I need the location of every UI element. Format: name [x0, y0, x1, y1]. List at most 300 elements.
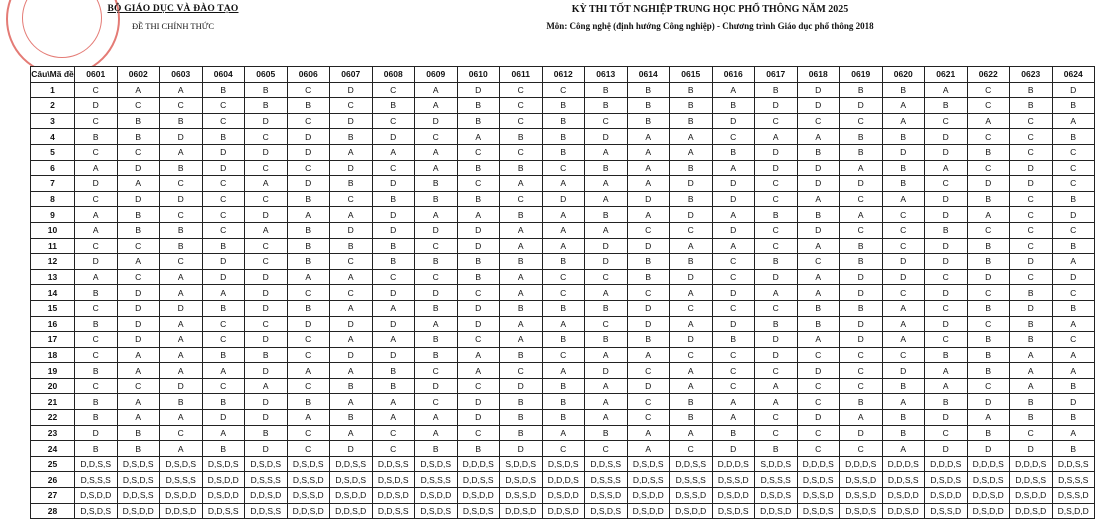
answer-cell: B	[202, 441, 245, 457]
answer-cell: B	[330, 129, 373, 145]
answer-cell: C	[245, 129, 288, 145]
answer-cell: C	[755, 113, 798, 129]
answer-cell: B	[797, 144, 840, 160]
answer-cell: A	[840, 207, 883, 223]
answer-cell: D	[245, 285, 288, 301]
answer-cell: D	[75, 254, 118, 270]
answer-cell: A	[372, 410, 415, 426]
answer-cell: D	[330, 441, 373, 457]
answer-cell: D	[967, 269, 1010, 285]
answer-cell: B	[967, 347, 1010, 363]
answer-cell: D	[1010, 300, 1053, 316]
answer-cell: B	[797, 207, 840, 223]
answer-cell: D	[627, 378, 670, 394]
answer-cell: D,S,D,S	[500, 472, 543, 488]
answer-cell: D,S,D,D	[1010, 488, 1053, 504]
answer-cell: B	[840, 254, 883, 270]
answer-cell: A	[542, 176, 585, 192]
answer-cell: D	[925, 316, 968, 332]
answer-cell: C	[287, 378, 330, 394]
answer-cell: C	[457, 144, 500, 160]
answer-cell: D	[925, 144, 968, 160]
answer-cell: C	[542, 285, 585, 301]
answer-cell: A	[500, 285, 543, 301]
answer-cell: B	[75, 410, 118, 426]
answer-cell: B	[372, 191, 415, 207]
answer-cell: D,S,D,D	[457, 488, 500, 504]
answer-cell: B	[287, 191, 330, 207]
answer-cell: D	[840, 269, 883, 285]
answer-cell: B	[1010, 332, 1053, 348]
answer-cell: D	[755, 269, 798, 285]
answer-cell: C	[415, 363, 458, 379]
answer-cell: C	[712, 129, 755, 145]
answer-cell: C	[627, 394, 670, 410]
answer-cell: A	[585, 222, 628, 238]
answer-cell: A	[160, 82, 203, 98]
answer-cell: D	[372, 285, 415, 301]
answer-cell: D	[245, 410, 288, 426]
answer-cell: A	[1010, 378, 1053, 394]
answer-cell: C	[1052, 332, 1095, 348]
answer-cell: A	[627, 129, 670, 145]
answer-cell: D	[712, 113, 755, 129]
answer-cell: A	[117, 82, 160, 98]
answer-cell: B	[160, 113, 203, 129]
answer-cell: D	[840, 98, 883, 114]
answer-cell: D,D,S,D	[882, 503, 925, 519]
answer-cell: C	[1010, 113, 1053, 129]
answer-cell: D	[755, 332, 798, 348]
answer-cell: A	[117, 176, 160, 192]
answer-cell: C	[1010, 269, 1053, 285]
answer-cell: C	[1010, 425, 1053, 441]
answer-cell: C	[75, 144, 118, 160]
answer-cell: B	[797, 300, 840, 316]
answer-cell: C	[330, 285, 373, 301]
answer-cell: D	[245, 113, 288, 129]
answer-cell: B	[287, 238, 330, 254]
answer-cell: D	[967, 394, 1010, 410]
answer-cell: A	[967, 410, 1010, 426]
answer-cell: B	[1010, 410, 1053, 426]
answer-cell: B	[840, 238, 883, 254]
answer-cell: A	[1052, 363, 1095, 379]
answer-cell: B	[330, 238, 373, 254]
answer-cell: A	[797, 332, 840, 348]
answer-cell: B	[755, 316, 798, 332]
answer-cell: D,S,D,S	[202, 456, 245, 472]
answer-cell: D	[372, 347, 415, 363]
question-number: 24	[31, 441, 75, 457]
answer-cell: S,D,D,S	[755, 456, 798, 472]
answer-cell: B	[415, 176, 458, 192]
answer-cell: B	[75, 316, 118, 332]
question-number: 19	[31, 363, 75, 379]
answer-cell: D,D,S,D	[245, 488, 288, 504]
answer-cell: D,S,D,S	[415, 503, 458, 519]
answer-cell: C	[925, 269, 968, 285]
answer-cell: D,S,D,S	[457, 503, 500, 519]
answer-cell: D	[797, 176, 840, 192]
table-row	[31, 160, 1095, 176]
answer-cell: C	[967, 285, 1010, 301]
answer-cell: A	[202, 425, 245, 441]
answer-cell: A	[840, 410, 883, 426]
answer-cell: B	[755, 441, 798, 457]
exam-code-header: 0613	[585, 67, 628, 83]
answer-cell: B	[840, 82, 883, 98]
answer-cell: D	[160, 300, 203, 316]
answer-cell: C	[882, 238, 925, 254]
question-number: 21	[31, 394, 75, 410]
answer-cell: C	[712, 269, 755, 285]
answer-cell: C	[967, 160, 1010, 176]
answer-cell: D	[245, 394, 288, 410]
answer-cell: A	[585, 347, 628, 363]
answer-cell: A	[160, 441, 203, 457]
answer-cell: C	[372, 113, 415, 129]
answer-cell: A	[712, 160, 755, 176]
answer-cell: B	[1010, 82, 1053, 98]
answer-cell: D,S,S,D	[287, 488, 330, 504]
answer-cell: B	[457, 160, 500, 176]
answer-cell: D,S,S,D	[670, 488, 713, 504]
answer-cell: A	[627, 347, 670, 363]
answer-cell: C	[330, 191, 373, 207]
answer-cell: B	[500, 160, 543, 176]
answer-cell: A	[75, 222, 118, 238]
answer-cell: D	[542, 191, 585, 207]
answer-cell: B	[882, 425, 925, 441]
answer-cell: A	[712, 394, 755, 410]
answer-cell: D	[712, 441, 755, 457]
answer-cell: A	[1052, 254, 1095, 270]
answer-cell: B	[415, 441, 458, 457]
answer-cell: C	[75, 378, 118, 394]
question-number: 13	[31, 269, 75, 285]
answer-cell: C	[372, 160, 415, 176]
answer-cell: D	[755, 160, 798, 176]
answer-cell: B	[1010, 98, 1053, 114]
answer-cell: D	[925, 191, 968, 207]
answer-cell: B	[712, 332, 755, 348]
answer-cell: B	[1052, 98, 1095, 114]
corner-header: Câu\Mã đề	[31, 67, 75, 83]
answer-cell: B	[457, 254, 500, 270]
answer-cell: D,S,S,D	[840, 472, 883, 488]
answer-cell: A	[160, 144, 203, 160]
answer-cell: D,D,D,S	[840, 456, 883, 472]
answer-cell: D	[117, 285, 160, 301]
answer-cell: D,S,D,D	[415, 488, 458, 504]
answer-cell: C	[585, 316, 628, 332]
answer-cell: C	[287, 347, 330, 363]
exam-title: KỲ THI TỐT NGHIỆP TRUNG HỌC PHỔ THÔNG NĂM 2025	[571, 4, 849, 15]
answer-cell: D	[415, 222, 458, 238]
answer-cell: C	[1010, 191, 1053, 207]
answer-cell: B	[500, 394, 543, 410]
answer-cell: D,D,S,S	[670, 456, 713, 472]
answer-cell: B	[797, 316, 840, 332]
answer-cell: C	[75, 113, 118, 129]
answer-cell: A	[967, 207, 1010, 223]
answer-cell: C	[1052, 285, 1095, 301]
answer-cell: D	[415, 285, 458, 301]
question-number: 5	[31, 144, 75, 160]
exam-code-header: 0622	[967, 67, 1010, 83]
answer-cell: C	[627, 222, 670, 238]
answer-cell: A	[670, 425, 713, 441]
answer-cell: B	[967, 332, 1010, 348]
answer-cell: B	[75, 285, 118, 301]
answer-cell: C	[330, 254, 373, 270]
answer-cell: B	[457, 113, 500, 129]
answer-cell: D,S,D,S	[627, 456, 670, 472]
question-number: 22	[31, 410, 75, 426]
answer-cell: B	[882, 410, 925, 426]
answer-cell: C	[457, 425, 500, 441]
answer-cell: B	[585, 160, 628, 176]
answer-cell: D	[415, 113, 458, 129]
question-number: 10	[31, 222, 75, 238]
answer-cell: D	[925, 410, 968, 426]
answer-cell: C	[840, 113, 883, 129]
answer-cell: B	[202, 129, 245, 145]
answer-cell: D,S,S,S	[245, 472, 288, 488]
answer-cell: D	[500, 378, 543, 394]
answer-cell: C	[75, 191, 118, 207]
table-row	[31, 410, 1095, 426]
answer-cell: C	[245, 191, 288, 207]
answer-cell: A	[585, 176, 628, 192]
exam-code-header: 0621	[925, 67, 968, 83]
answer-cell: B	[372, 363, 415, 379]
answer-cell: D,S,S,S	[1052, 472, 1095, 488]
answer-cell: D	[202, 160, 245, 176]
answer-cell: D	[712, 222, 755, 238]
answer-cell: D	[840, 285, 883, 301]
answer-cell: D,S,S,D	[712, 472, 755, 488]
answer-cell: D	[840, 425, 883, 441]
answer-cell: D,D,S,D	[500, 503, 543, 519]
answer-cell: D	[1010, 160, 1053, 176]
answer-cell: D,D,S,S	[245, 503, 288, 519]
exam-code-header: 0614	[627, 67, 670, 83]
table-row	[31, 472, 1095, 488]
answer-cell: D	[797, 363, 840, 379]
question-number: 12	[31, 254, 75, 270]
answer-cell: D	[627, 316, 670, 332]
question-number: 2	[31, 98, 75, 114]
answer-cell: A	[797, 238, 840, 254]
exam-title-block	[430, 4, 990, 32]
question-number: 4	[31, 129, 75, 145]
answer-cell: D,D,S,S	[457, 472, 500, 488]
table-row	[31, 238, 1095, 254]
answer-cell: D,S,S,S	[160, 472, 203, 488]
answer-cell: C	[1010, 129, 1053, 145]
answer-cell: A	[160, 332, 203, 348]
answer-cell: C	[840, 222, 883, 238]
answer-cell: A	[330, 332, 373, 348]
answer-cell: C	[75, 332, 118, 348]
answer-cell: A	[117, 363, 160, 379]
answer-cell: A	[287, 410, 330, 426]
answer-cell: B	[627, 269, 670, 285]
answer-cell: B	[967, 300, 1010, 316]
answer-cell: D	[457, 316, 500, 332]
answer-cell: B	[1052, 238, 1095, 254]
answer-cell: D	[712, 176, 755, 192]
answer-cell: D	[117, 332, 160, 348]
answer-cell: D	[1052, 269, 1095, 285]
answer-cell: A	[160, 285, 203, 301]
answer-cell: B	[670, 160, 713, 176]
answer-cell: B	[712, 98, 755, 114]
answer-cell: B	[75, 394, 118, 410]
answer-cell: D,D,D,S	[1010, 456, 1053, 472]
answer-cell: A	[712, 82, 755, 98]
question-number: 16	[31, 316, 75, 332]
table-row	[31, 176, 1095, 192]
answer-cell: C	[500, 191, 543, 207]
answer-cell: C	[160, 254, 203, 270]
answer-cell: A	[457, 207, 500, 223]
answer-cell: D	[967, 176, 1010, 192]
answer-cell: B	[415, 300, 458, 316]
answer-cell: A	[245, 222, 288, 238]
answer-cell: B	[202, 82, 245, 98]
answer-cell: C	[245, 160, 288, 176]
answer-cell: A	[670, 363, 713, 379]
answer-cell: A	[882, 441, 925, 457]
answer-cell: B	[415, 332, 458, 348]
table-row	[31, 316, 1095, 332]
answer-cell: D,D,S,S	[627, 472, 670, 488]
answer-cell: A	[755, 394, 798, 410]
answer-cell: B	[627, 113, 670, 129]
answer-cell: D,D,S,D	[330, 503, 373, 519]
answer-cell: B	[500, 129, 543, 145]
exam-code-header: 0606	[287, 67, 330, 83]
answer-cell: C	[670, 222, 713, 238]
answer-cell: B	[1010, 394, 1053, 410]
answer-cell: D,D,S,S	[372, 456, 415, 472]
answer-cell: C	[287, 441, 330, 457]
answer-cell: C	[287, 425, 330, 441]
table-row	[31, 347, 1095, 363]
answer-cell: B	[967, 238, 1010, 254]
answer-cell: D	[1052, 207, 1095, 223]
answer-cell: A	[670, 238, 713, 254]
answer-cell: D,S,S,S	[670, 472, 713, 488]
answer-cell: B	[117, 222, 160, 238]
answer-cell: D,S,S,D	[585, 488, 628, 504]
answer-cell: D,S,D,S	[542, 456, 585, 472]
answer-cell: D	[755, 98, 798, 114]
answer-cell: A	[330, 394, 373, 410]
answer-cell: C	[712, 254, 755, 270]
answer-cell: D,S,D,S	[585, 503, 628, 519]
answer-cell: B	[372, 238, 415, 254]
answer-cell: D	[627, 300, 670, 316]
answer-cell: C	[882, 207, 925, 223]
answer-cell: C	[457, 176, 500, 192]
answer-cell: A	[287, 207, 330, 223]
answer-cell: A	[755, 378, 798, 394]
answer-cell: B	[627, 254, 670, 270]
answer-cell: A	[287, 269, 330, 285]
answer-cell: A	[542, 238, 585, 254]
answer-cell: A	[882, 98, 925, 114]
answer-cell: B	[967, 425, 1010, 441]
answer-cell: C	[330, 98, 373, 114]
answer-cell: D,S,D,D	[202, 472, 245, 488]
answer-cell: D	[925, 254, 968, 270]
answer-cell: A	[585, 378, 628, 394]
table-row	[31, 394, 1095, 410]
answer-cell: D,S,D,D	[627, 503, 670, 519]
answer-cell: B	[542, 98, 585, 114]
answer-cell: A	[500, 238, 543, 254]
answer-cell: D,D,S,S	[75, 456, 118, 472]
answer-cell: A	[627, 425, 670, 441]
ministry-name: BỘ GIÁO DỤC VÀ ĐÀO TẠO	[107, 4, 239, 14]
answer-cell: D,D,D,S	[457, 456, 500, 472]
answer-cell: A	[415, 410, 458, 426]
answer-cell: D,D,D,S	[967, 456, 1010, 472]
answer-cell: B	[542, 254, 585, 270]
answer-cell: D	[925, 441, 968, 457]
answer-cell: D	[117, 160, 160, 176]
answer-cell: D	[372, 222, 415, 238]
answer-cell: C	[75, 300, 118, 316]
answer-cell: D	[755, 144, 798, 160]
answer-cell: C	[500, 144, 543, 160]
answer-cell: D,S,D,S	[925, 472, 968, 488]
answer-cell: B	[202, 394, 245, 410]
answer-cell: C	[415, 394, 458, 410]
table-row	[31, 82, 1095, 98]
answer-cell: D,S,D,S	[797, 472, 840, 488]
answer-cell: C	[585, 441, 628, 457]
answer-cell: D,D,S,S	[372, 503, 415, 519]
answer-cell: C	[202, 222, 245, 238]
answer-cell: C	[1010, 238, 1053, 254]
answer-cell: D,D,D,S	[542, 472, 585, 488]
answer-cell: B	[585, 300, 628, 316]
exam-code-header: 0616	[712, 67, 755, 83]
answer-cell: C	[117, 238, 160, 254]
table-row	[31, 269, 1095, 285]
answer-cell: A	[75, 160, 118, 176]
answer-cell: C	[882, 285, 925, 301]
answer-cell: D,S,S,D	[840, 488, 883, 504]
answer-cell: C	[755, 363, 798, 379]
answer-cell: D	[627, 191, 670, 207]
answer-cell: A	[542, 207, 585, 223]
answer-cell: B	[1052, 378, 1095, 394]
answer-cell: B	[670, 410, 713, 426]
answer-cell: C	[755, 300, 798, 316]
answer-cell: B	[500, 410, 543, 426]
answer-cell: C	[202, 176, 245, 192]
answer-cell: A	[712, 207, 755, 223]
answer-cell: D	[245, 332, 288, 348]
answer-cell: B	[415, 254, 458, 270]
answer-cell: C	[925, 332, 968, 348]
